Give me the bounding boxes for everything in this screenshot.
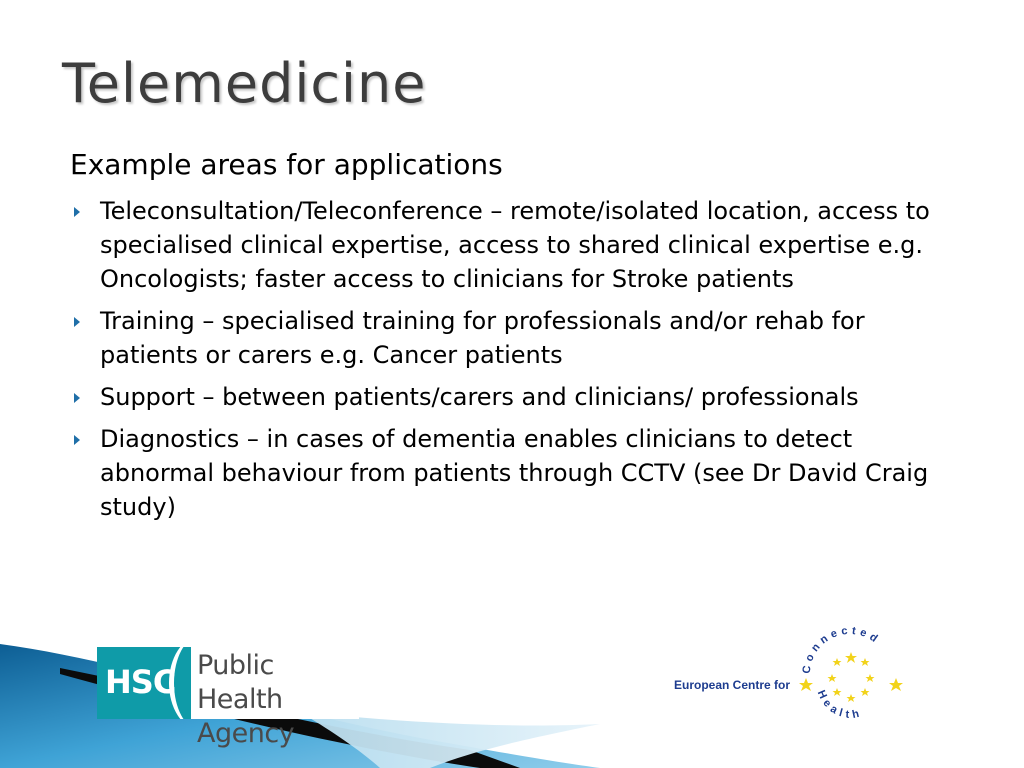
pha-line-2: Agency — [197, 718, 295, 749]
bullet-item — [70, 194, 970, 296]
triangle-right-icon — [74, 435, 80, 445]
bullet-text: Training – specialised training for professionals and/or rehab for patients or carers e.g. Cancer patients — [100, 307, 865, 369]
triangle-right-icon — [74, 207, 80, 217]
ecch-ring-text-bottom: Health — [814, 688, 865, 720]
bullet-item — [70, 422, 970, 524]
ecch-label: European Centre for — [674, 678, 791, 692]
bullet-text: Diagnostics – in cases of dementia enables clinicians to detect abnormal behaviour from patients through CCTV (see Dr David Craig study) — [100, 425, 929, 521]
bullet-item — [70, 304, 970, 372]
bullet-text: Support – between patients/carers and clinicians/ professionals — [100, 383, 859, 411]
triangle-right-icon — [74, 317, 80, 327]
hsc-mark — [97, 647, 191, 719]
hsc-arc-shape — [169, 647, 191, 719]
bullet-list — [70, 194, 970, 532]
pha-line-1: Public Health — [197, 650, 283, 715]
slide-title: Telemedicine — [62, 52, 427, 115]
ecch-ring-text-top: Connected — [800, 624, 883, 675]
triangle-right-icon — [74, 393, 80, 403]
pha-wordmark — [197, 649, 359, 751]
bullet-text: Teleconsultation/Teleconference – remote/isolated location, access to specialised clinical expertise, access to shared clinical expertise e.g. Oncologists; faster access to clinicians for Stroke patients — [100, 197, 930, 293]
hsc-text: HSC — [105, 663, 176, 701]
bullet-item — [70, 380, 970, 414]
european-centre-connected-health-logo — [672, 622, 906, 720]
ecch-emblem — [796, 622, 906, 720]
public-health-agency-logo — [97, 647, 359, 749]
slide-subtitle: Example areas for applications — [70, 148, 503, 181]
